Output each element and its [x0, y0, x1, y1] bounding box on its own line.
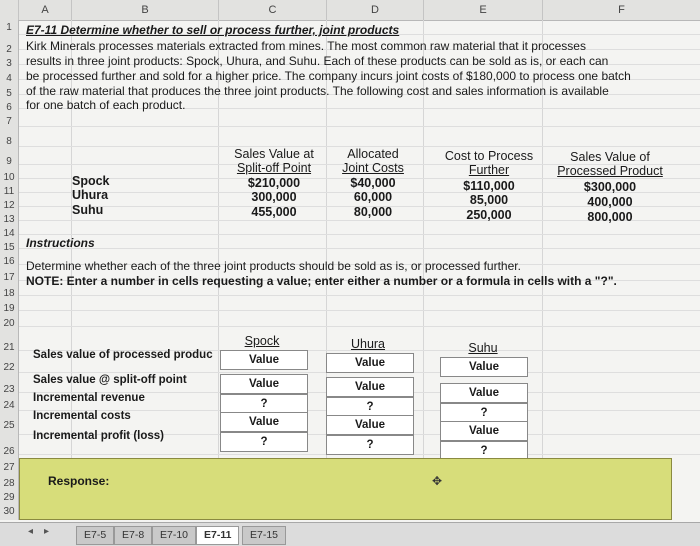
note-text: NOTE: Enter a number in cells requesting a value; enter either a number or a formula in cells with a "?".	[26, 274, 617, 288]
row-number[interactable]: 16	[3, 256, 15, 267]
cost-value: $110,000	[463, 179, 515, 193]
column-header-c[interactable]: C	[219, 0, 327, 20]
allocated-value: $40,000	[350, 176, 396, 190]
spock-split-value-cell[interactable]: Value	[220, 374, 308, 394]
sheet-tab[interactable]: E7-8	[114, 526, 152, 545]
row-number[interactable]: 22	[3, 362, 15, 373]
tab-scroll-right-icon[interactable]: ▸	[44, 526, 50, 537]
row-number[interactable]: 23	[3, 384, 15, 395]
instructions-heading: Instructions	[26, 236, 95, 250]
move-cursor-icon: ✥	[432, 474, 443, 488]
header-cost-process: Further	[468, 163, 510, 177]
product-name: Spock	[72, 174, 110, 188]
header-cost-process: Cost to Process	[444, 149, 534, 163]
spock-incremental-profit-cell[interactable]: ?	[220, 432, 308, 452]
row-number[interactable]: 8	[6, 136, 12, 147]
row-header-bar	[0, 20, 19, 520]
row-number[interactable]: 4	[6, 73, 12, 84]
sheet-tab[interactable]: E7-10	[152, 526, 196, 545]
row-number[interactable]: 12	[3, 200, 15, 211]
column-header-d[interactable]: D	[327, 0, 424, 20]
row-label-incremental-profit: Incremental profit (loss)	[33, 430, 164, 442]
row-number[interactable]: 7	[6, 116, 12, 127]
sheet-tab-bar	[0, 522, 700, 546]
uhura-incremental-profit-cell[interactable]: ?	[326, 435, 414, 455]
column-header-a[interactable]: A	[19, 0, 72, 20]
row-label-sales-split: Sales value @ split-off point	[33, 374, 187, 386]
response-box[interactable]	[19, 458, 672, 520]
uhura-incremental-revenue-cell[interactable]: ?	[326, 397, 414, 417]
spock-incremental-revenue-cell[interactable]: ?	[220, 394, 308, 414]
uhura-incremental-costs-cell[interactable]: Value	[326, 415, 414, 435]
header-allocated: Allocated	[347, 147, 399, 161]
response-label: Response:	[48, 474, 110, 488]
row-number[interactable]: 20	[3, 318, 15, 329]
row-number[interactable]: 3	[6, 58, 12, 69]
uhura-processed-value-cell[interactable]: Value	[326, 353, 414, 373]
split-value: 455,000	[251, 205, 297, 219]
header-sales-processed: Processed Product	[557, 164, 663, 178]
row-number[interactable]: 10	[3, 172, 15, 183]
row-number[interactable]: 26	[3, 446, 15, 457]
row-number[interactable]: 15	[3, 242, 15, 253]
row-number[interactable]: 13	[3, 214, 15, 225]
problem-title: E7-11 Determine whether to sell or process further, joint products	[26, 23, 400, 37]
cost-value: 250,000	[466, 208, 512, 222]
problem-line: be processed further and sold for a higher price. The company incurs joint costs of $180,000 to process one batch	[26, 69, 631, 83]
processed-value: $300,000	[583, 180, 637, 194]
header-sales-processed: Sales Value of	[570, 150, 650, 164]
header-sales-split: Split-off Point	[236, 161, 312, 175]
row-label-sales-processed: Sales value of processed produc	[33, 349, 213, 361]
problem-line: for one batch of each product.	[26, 98, 186, 112]
problem-line: results in three joint products: Spock, Uhura, and Suhu. Each of these products can be sold as is, or each can	[26, 54, 609, 68]
row-number[interactable]: 25	[3, 420, 15, 431]
row-number[interactable]: 5	[6, 88, 12, 99]
suhu-split-value-cell[interactable]: Value	[440, 383, 528, 403]
row-number[interactable]: 29	[3, 492, 15, 503]
row-number[interactable]: 9	[6, 156, 12, 167]
column-header-b[interactable]: B	[72, 0, 219, 20]
row-number[interactable]: 14	[3, 228, 15, 239]
split-value: 300,000	[251, 190, 297, 204]
spock-processed-value-cell[interactable]: Value	[220, 350, 308, 370]
processed-value: 400,000	[587, 195, 633, 209]
row-number[interactable]: 2	[6, 44, 12, 55]
column-header-bar	[0, 0, 700, 21]
cost-value: 85,000	[469, 193, 509, 207]
row-number[interactable]: 30	[3, 506, 15, 517]
column-header-f[interactable]: F	[618, 4, 625, 16]
spock-incremental-costs-cell[interactable]: Value	[220, 412, 308, 432]
suhu-incremental-costs-cell[interactable]: Value	[440, 421, 528, 441]
select-all-corner[interactable]	[0, 0, 19, 20]
problem-line: of the raw material that produces the three joint products. The following cost and sales information is available	[26, 84, 609, 98]
sheet-tab[interactable]: E7-15	[242, 526, 286, 545]
uhura-split-value-cell[interactable]: Value	[326, 377, 414, 397]
row-number[interactable]: 11	[3, 186, 15, 197]
analysis-col-spock: Spock	[244, 334, 280, 348]
suhu-incremental-revenue-cell[interactable]: ?	[440, 403, 528, 423]
row-number[interactable]: 27	[3, 462, 15, 473]
row-number[interactable]: 28	[3, 478, 15, 489]
row-number[interactable]: 17	[3, 272, 15, 283]
row-number[interactable]: 21	[3, 342, 15, 353]
allocated-value: 60,000	[353, 190, 393, 204]
row-number[interactable]: 24	[3, 400, 15, 411]
allocated-value: 80,000	[353, 205, 393, 219]
suhu-incremental-profit-cell[interactable]: ?	[440, 441, 528, 461]
header-allocated: Joint Costs	[342, 161, 404, 175]
row-number[interactable]: 19	[3, 303, 15, 314]
split-value: $210,000	[247, 176, 301, 190]
instructions-text: Determine whether each of the three joint products should be sold as is, or processed further.	[26, 259, 521, 273]
analysis-col-suhu: Suhu	[468, 341, 498, 355]
analysis-col-uhura: Uhura	[350, 337, 386, 351]
problem-line: Kirk Minerals processes materials extracted from mines. The most common raw material that it processes	[26, 39, 586, 53]
product-name: Uhura	[72, 188, 109, 202]
column-header-e[interactable]: E	[424, 0, 543, 20]
processed-value: 800,000	[587, 210, 633, 224]
row-label-incremental-costs: Incremental costs	[33, 410, 131, 422]
row-label-incremental-revenue: Incremental revenue	[33, 392, 145, 404]
sheet-tab-active[interactable]: E7-11	[196, 526, 239, 545]
tab-scroll-left-icon[interactable]: ◂	[28, 526, 34, 537]
suhu-processed-value-cell[interactable]: Value	[440, 357, 528, 377]
product-name: Suhu	[72, 203, 104, 217]
row-number[interactable]: 6	[6, 102, 12, 113]
header-sales-split: Sales Value at	[234, 147, 314, 161]
row-number[interactable]: 18	[3, 288, 15, 299]
sheet-tab[interactable]: E7-5	[76, 526, 114, 545]
row-number[interactable]: 1	[6, 22, 12, 33]
